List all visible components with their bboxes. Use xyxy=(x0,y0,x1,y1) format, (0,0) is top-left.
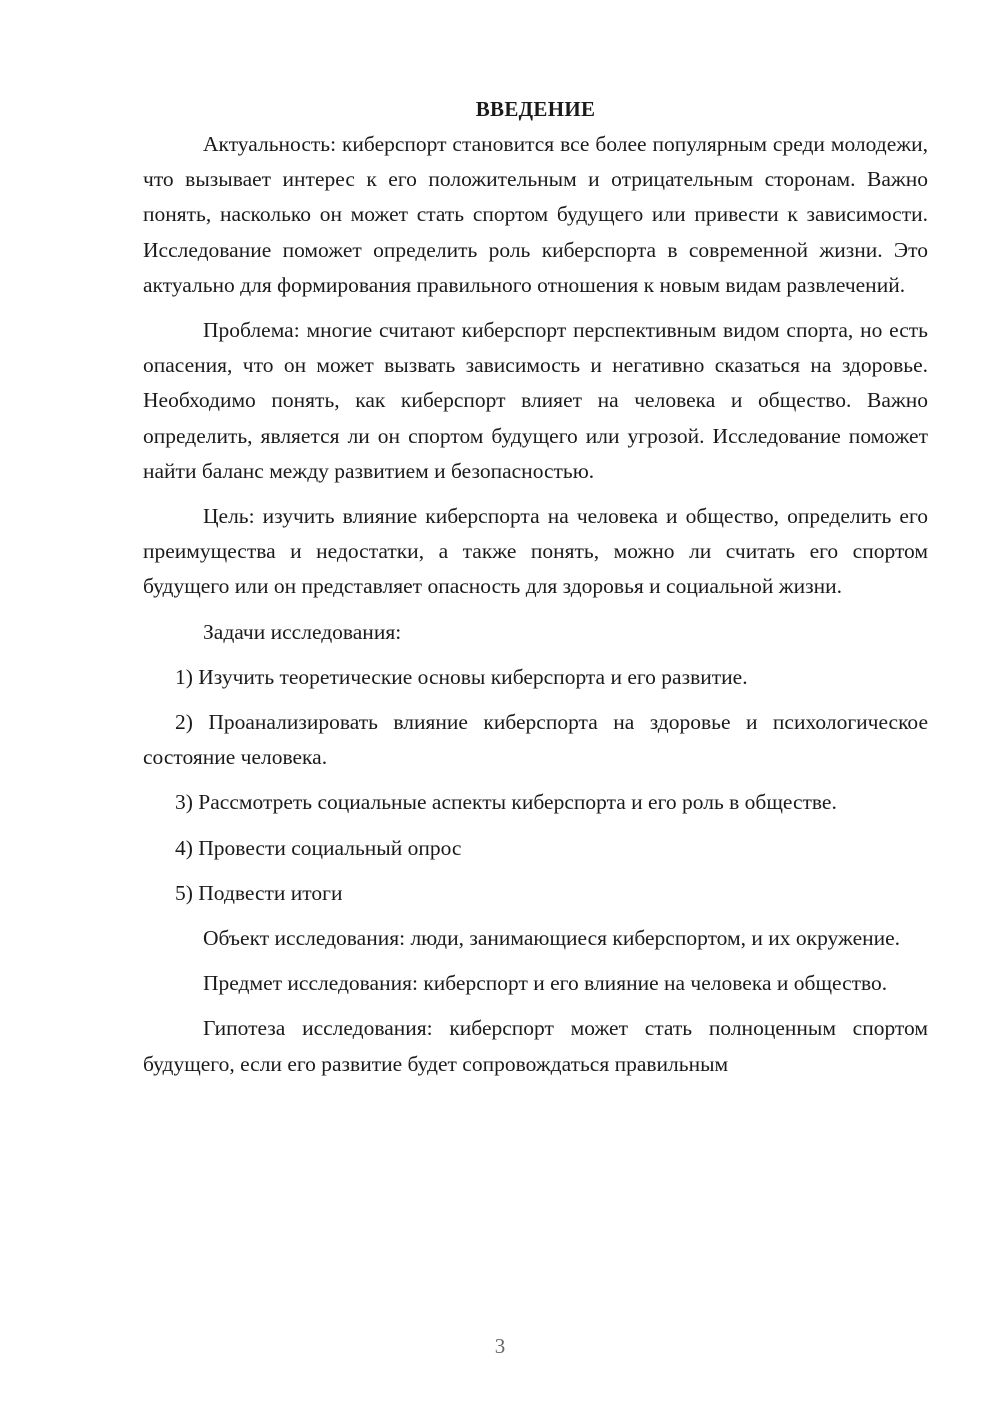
task-item-1: 1) Изучить теоретические основы киберспорта и его развитие. xyxy=(175,664,748,689)
task-item-4: 4) Провести социальный опрос xyxy=(175,835,462,860)
page-number: 3 xyxy=(494,1334,506,1358)
task-item-5: 5) Подвести итоги xyxy=(175,880,343,905)
paragraph-relevance: Актуальность: киберспорт становится все более популярным среди молодежи, что вызывает интерес к его положительным и отрицательным сторонам. Важно понять, насколько он может стать спортом будущего или привести к зависимости. Исследование поможет определить роль киберспорта в современной жизни. Это актуально для формирования правильного отношения к новым видам развлечений. xyxy=(143,132,928,297)
page-content xyxy=(143,92,928,1082)
task-item-3: 3) Рассмотреть социальные аспекты киберспорта и его роль в обществе. xyxy=(175,790,837,815)
paragraph-subject: Предмет исследования: киберспорт и его влияние на человека и общество. xyxy=(203,971,888,996)
paragraph-hypothesis: Гипотеза исследования: киберспорт может стать полноценным спортом будущего, если его развитие будет сопровождаться правильным xyxy=(143,1016,928,1076)
task-item-2: 2) Проанализировать влияние киберспорта на здоровье и психологическое состояние человека. xyxy=(143,710,928,770)
paragraph-object: Объект исследования: люди, занимающиеся киберспортом, и их окружение. xyxy=(203,926,901,951)
page-title: ВВЕДЕНИЕ xyxy=(475,97,596,121)
paragraph-problem: Проблема: многие считают киберспорт перспективным видом спорта, но есть опасения, что он может вызвать зависимость и негативно сказаться на здоровье. Необходимо понять, как киберспорт влияет на человека и общество. Важно определить, является ли он спортом будущего или угрозой. Исследование поможет найти баланс между развитием и безопасностью. xyxy=(143,318,928,483)
tasks-heading: Задачи исследования: xyxy=(203,619,402,644)
paragraph-goal: Цель: изучить влияние киберспорта на человека и общество, определить его преимущества и недостатки, а также понять, можно ли считать его спортом будущего или он представляет опасность для здоровья и социальной жизни. xyxy=(143,504,928,599)
